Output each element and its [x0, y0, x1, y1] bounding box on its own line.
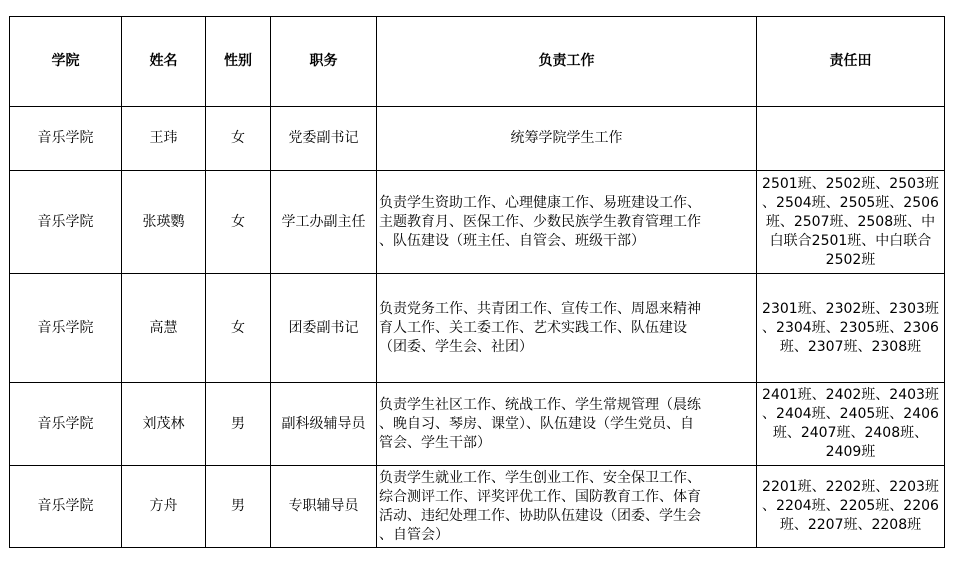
work-line: 综合测评工作、评奖评优工作、国防教育工作、体育 — [379, 488, 701, 505]
name-cell: 王玮 — [122, 107, 206, 171]
gender-cell: 男 — [206, 466, 271, 548]
class-line: 白联合2501班、中白联合 — [769, 232, 932, 249]
staff-assignment-table — [9, 16, 945, 548]
class-line: 2502班 — [825, 251, 876, 268]
work-line: （团委、学生会、社团） — [379, 338, 533, 355]
title-cell: 副科级辅导员 — [271, 383, 377, 466]
table-row — [10, 274, 945, 383]
title-cell: 党委副书记 — [271, 107, 377, 171]
class-line: 班、2307班、2308班 — [779, 338, 922, 355]
work-line: 负责学生社区工作、统战工作、学生常规管理（晨练 — [379, 396, 701, 413]
work-line: 负责党务工作、共青团工作、宣传工作、周恩来精神 — [379, 300, 701, 317]
college-cell: 音乐学院 — [10, 107, 122, 171]
class-line: 2201班、2202班、2203班 — [762, 479, 939, 495]
work-cell — [377, 107, 757, 171]
name-cell: 高慧 — [122, 274, 206, 383]
college-cell: 音乐学院 — [10, 383, 122, 466]
table-row — [10, 171, 945, 274]
work-cell — [377, 171, 757, 274]
class-line: 、2504班、2505班、2506 — [762, 194, 939, 211]
classes-cell — [757, 274, 945, 383]
title-cell: 专职辅导员 — [271, 466, 377, 548]
work-cell — [377, 274, 757, 383]
title-cell: 团委副书记 — [271, 274, 377, 383]
college-cell: 音乐学院 — [10, 171, 122, 274]
gender-cell: 女 — [206, 274, 271, 383]
work-line: 负责学生就业工作、学生创业工作、安全保卫工作、 — [379, 469, 701, 486]
header-gender: 性别 — [206, 17, 271, 107]
gender-cell: 男 — [206, 383, 271, 466]
header-name: 姓名 — [122, 17, 206, 107]
table-row — [10, 466, 945, 548]
table-row — [10, 107, 945, 171]
work-line: 育人工作、关工委工作、艺术实践工作、队伍建设 — [379, 319, 687, 336]
header-classes: 责任田 — [757, 17, 945, 107]
class-line: 班、2407班、2408班、 — [772, 425, 929, 441]
college-cell: 音乐学院 — [10, 274, 122, 383]
work-cell — [377, 383, 757, 466]
work-cell — [377, 466, 757, 548]
class-line: 2301班、2302班、2303班 — [762, 300, 939, 317]
work-line: 主题教育月、医保工作、少数民族学生教育管理工作 — [379, 213, 701, 230]
work-line: 、晚自习、琴房、课堂）、队伍建设（学生党员、自 — [379, 415, 694, 432]
title-cell: 学工办副主任 — [271, 171, 377, 274]
header-work: 负责工作 — [377, 17, 757, 107]
gender-cell: 女 — [206, 107, 271, 171]
class-line: 、2304班、2305班、2306 — [762, 319, 939, 336]
header-college: 学院 — [10, 17, 122, 107]
work-line: 、队伍建设（班主任、自管会、班级干部） — [379, 232, 645, 249]
class-line: 班、2507班、2508班、中 — [765, 213, 936, 230]
classes-cell — [757, 466, 945, 548]
class-line: 2401班、2402班、2403班 — [762, 387, 939, 403]
class-line: 班、2207班、2208班 — [779, 517, 922, 533]
work-line: 负责学生资助工作、心理健康工作、易班建设工作、 — [379, 194, 701, 211]
gender-cell: 女 — [206, 171, 271, 274]
class-line: 、2404班、2405班、2406 — [762, 406, 939, 422]
header-title: 职务 — [271, 17, 377, 107]
college-cell: 音乐学院 — [10, 466, 122, 548]
classes-cell — [757, 171, 945, 274]
header-row — [10, 17, 945, 107]
table-row — [10, 383, 945, 466]
work-line: 管会、学生干部） — [379, 434, 491, 451]
work-line: 活动、违纪处理工作、协助队伍建设（团委、学生会 — [379, 507, 701, 524]
name-cell: 刘茂林 — [122, 383, 206, 466]
work-line: 、自管会） — [379, 526, 449, 543]
classes-cell — [757, 383, 945, 466]
class-line: 2409班 — [825, 444, 876, 460]
class-line: 2501班、2502班、2503班 — [762, 175, 939, 192]
classes-cell — [757, 107, 945, 171]
work-line: 统筹学院学生工作 — [510, 130, 623, 146]
name-cell: 方舟 — [122, 466, 206, 548]
name-cell: 张瑛鹦 — [122, 171, 206, 274]
class-line: 、2204班、2205班、2206 — [762, 498, 939, 514]
